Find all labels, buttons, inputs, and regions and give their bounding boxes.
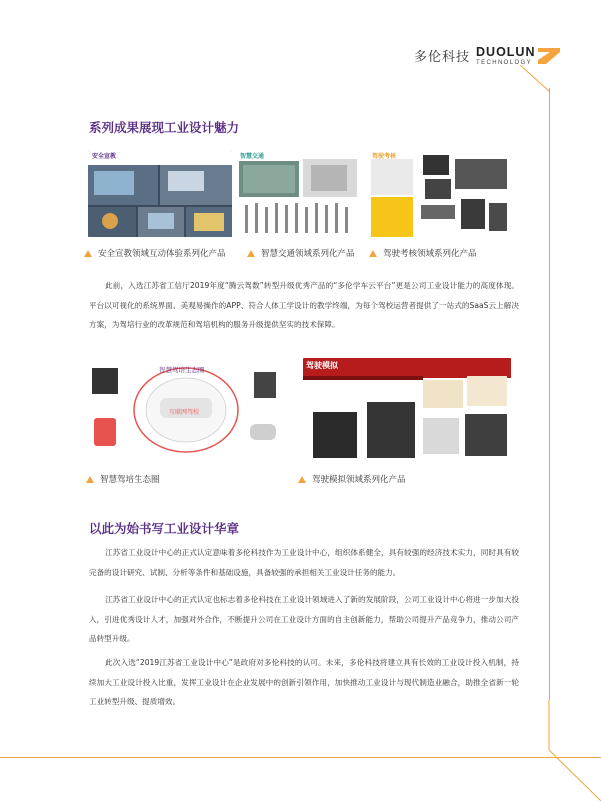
bottom-accent-lines <box>545 700 601 801</box>
paragraph-future-plan: 此次入选“2019江苏省工业设计中心”是政府对多伦科技的认可。未来，多伦科技将建立具有长效的工业设计投入机制，持续加大工业设计投入比重，发挥工业设计在企业发展中的创新引领作用，加快推动工业设计与现代制造业融合，助推全省新一轮工业转型升级、提质增效。 <box>89 658 519 706</box>
paragraph-platform: 此前，入选江苏省工信厅2019年度“腾云驾数”转型升级优秀产品的“多伦学车云平台”更是公司工业设计能力的高度体现。平台以可视化的系统界面、美观易操作的APP、符合人体工学设计的教学终端，为每个驾校运营者提供了一站式的SaaS云上解决方案，为驾培行业的改革规范和驾培机构的服务升级提供坚实的技术保障。 <box>89 281 519 329</box>
paragraph-center-meaning: 江苏省工业设计中心的正式认定意味着多伦科技作为工业设计中心，组织体系健全，具有较强的经济技术实力，同时具有较完备的设计研究、试制、分析等条件和基础设施，具备较强的承担相关工业设计任务的能力。 <box>89 548 519 577</box>
triangle-bullet-icon <box>247 250 255 257</box>
photo-label-safety: 安全宣教 <box>92 153 117 160</box>
logo-chinese-name: 多伦科技 <box>414 50 471 66</box>
photo-label-driving-test: 驾驶考核 <box>372 153 397 160</box>
caption-simulator: 驾驶模拟领域系列化产品 <box>298 473 406 485</box>
logo-english-sub: TECHNOLOGY <box>476 59 533 66</box>
photo-driving-simulator <box>303 358 511 461</box>
caption-smart-traffic: 智慧交通领域系列化产品 <box>247 247 369 259</box>
photo-label-traffic: 智慧交通 <box>240 153 265 160</box>
paragraph-new-stage: 江苏省工业设计中心的正式认定也标志着多伦科技在工业设计领域进入了新的发展阶段，公司工业设计中心将进一步加大投入，引进优秀设计人才，加强对外合作，不断提升公司在工业设计方面的自主创新能力，帮助公司提升产品竞争力，推动公司产品转型升级。 <box>89 595 519 643</box>
simulator-banner-label: 驾驶模拟 <box>306 361 338 370</box>
caption-ecosystem: 智慧驾培生态圈 <box>86 473 298 485</box>
ecosystem-diagram-center: 互联网驾校 <box>169 409 200 416</box>
company-logo <box>414 46 560 66</box>
logo-english-name <box>476 46 535 66</box>
triangle-bullet-icon <box>369 250 377 257</box>
photo-driving-test <box>369 151 511 241</box>
bottom-divider-line <box>0 757 601 758</box>
triangle-bullet-icon <box>84 250 92 257</box>
section-title-future: 以此为始书写工业设计华章 <box>89 521 240 536</box>
section-title-achievements: 系列成果展现工业设计魅力 <box>89 120 240 135</box>
triangle-bullet-icon <box>298 476 306 483</box>
photo-smart-traffic <box>237 151 360 237</box>
corner-accent-line <box>520 65 552 93</box>
vertical-accent-line <box>549 88 550 700</box>
logo-mark-icon <box>538 48 560 64</box>
ecosystem-diagram-title: 智慧驾培生态圈 <box>159 366 205 374</box>
photo-safety-education <box>88 151 232 237</box>
triangle-bullet-icon <box>86 476 94 483</box>
logo-english-main: DUOLUN <box>476 45 536 59</box>
caption-safety-education: 安全宣教领域互动体验系列化产品 <box>84 247 247 259</box>
caption-driving-test: 驾驶考核领域系列化产品 <box>369 247 477 259</box>
